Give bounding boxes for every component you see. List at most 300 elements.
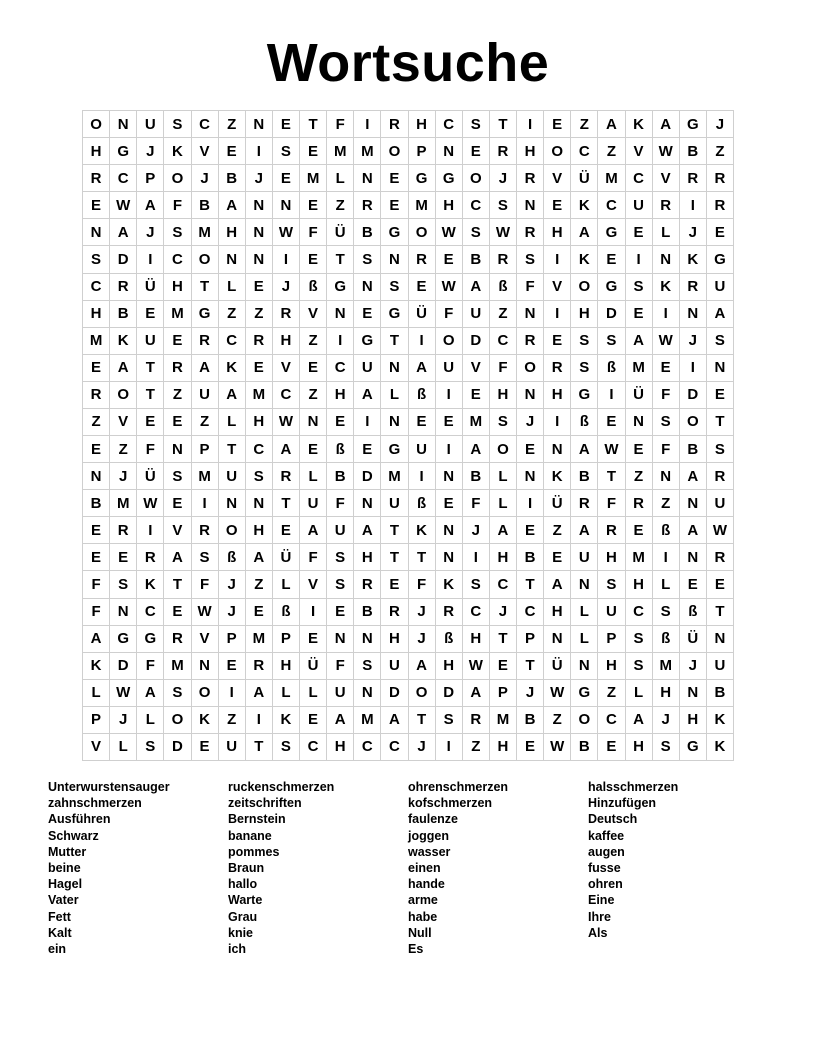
grid-cell[interactable]: R <box>544 355 571 382</box>
grid-cell[interactable]: E <box>300 355 327 382</box>
grid-cell[interactable]: O <box>571 707 598 734</box>
grid-cell[interactable]: S <box>707 328 734 355</box>
grid-cell[interactable]: G <box>680 111 707 138</box>
grid-cell[interactable]: I <box>436 382 463 409</box>
grid-cell[interactable]: N <box>680 301 707 328</box>
grid-cell[interactable]: N <box>327 626 354 653</box>
grid-cell[interactable]: N <box>110 111 137 138</box>
grid-cell[interactable]: R <box>707 544 734 571</box>
grid-cell[interactable]: E <box>544 328 571 355</box>
grid-cell[interactable]: K <box>137 571 164 598</box>
grid-cell[interactable]: R <box>354 192 381 219</box>
grid-cell[interactable]: J <box>463 517 490 544</box>
grid-cell[interactable]: A <box>653 111 680 138</box>
grid-cell[interactable]: F <box>327 111 354 138</box>
grid-cell[interactable]: Ü <box>273 544 300 571</box>
grid-cell[interactable]: F <box>653 436 680 463</box>
grid-cell[interactable]: Z <box>246 571 273 598</box>
grid-cell[interactable]: A <box>409 653 436 680</box>
grid-cell[interactable]: S <box>707 436 734 463</box>
grid-cell[interactable]: A <box>626 707 653 734</box>
grid-cell[interactable]: A <box>246 680 273 707</box>
grid-cell[interactable]: N <box>354 680 381 707</box>
grid-cell[interactable]: U <box>354 355 381 382</box>
grid-cell[interactable]: N <box>517 301 544 328</box>
grid-cell[interactable]: R <box>164 626 191 653</box>
grid-cell[interactable]: V <box>192 626 219 653</box>
grid-cell[interactable]: C <box>192 111 219 138</box>
grid-cell[interactable]: H <box>436 192 463 219</box>
grid-cell[interactable]: T <box>490 626 517 653</box>
grid-cell[interactable]: F <box>164 192 191 219</box>
grid-cell[interactable]: R <box>381 599 408 626</box>
grid-cell[interactable]: N <box>571 571 598 598</box>
grid-cell[interactable]: B <box>192 192 219 219</box>
grid-cell[interactable]: H <box>680 707 707 734</box>
grid-cell[interactable]: H <box>246 409 273 436</box>
grid-cell[interactable]: N <box>544 626 571 653</box>
grid-cell[interactable]: M <box>246 382 273 409</box>
grid-cell[interactable]: H <box>653 680 680 707</box>
grid-cell[interactable]: E <box>463 382 490 409</box>
grid-cell[interactable]: G <box>381 301 408 328</box>
grid-cell[interactable]: I <box>626 246 653 273</box>
grid-cell[interactable]: E <box>517 436 544 463</box>
grid-cell[interactable]: B <box>680 138 707 165</box>
grid-cell[interactable]: I <box>680 192 707 219</box>
grid-cell[interactable]: T <box>381 517 408 544</box>
grid-cell[interactable]: S <box>327 544 354 571</box>
grid-cell[interactable]: D <box>164 734 191 761</box>
grid-cell[interactable]: H <box>463 626 490 653</box>
grid-cell[interactable]: I <box>544 409 571 436</box>
grid-cell[interactable]: L <box>300 463 327 490</box>
grid-cell[interactable]: H <box>219 219 246 246</box>
grid-cell[interactable]: N <box>354 490 381 517</box>
grid-cell[interactable]: O <box>544 138 571 165</box>
grid-cell[interactable]: E <box>598 409 625 436</box>
grid-cell[interactable]: U <box>219 734 246 761</box>
grid-cell[interactable]: S <box>164 219 191 246</box>
grid-cell[interactable]: J <box>680 219 707 246</box>
grid-cell[interactable]: R <box>110 274 137 301</box>
grid-cell[interactable]: B <box>517 707 544 734</box>
grid-cell[interactable]: Z <box>571 111 598 138</box>
grid-cell[interactable]: T <box>381 544 408 571</box>
grid-cell[interactable]: C <box>490 328 517 355</box>
grid-cell[interactable]: C <box>137 599 164 626</box>
grid-cell[interactable]: B <box>354 599 381 626</box>
grid-cell[interactable]: I <box>436 734 463 761</box>
grid-cell[interactable]: R <box>354 571 381 598</box>
grid-cell[interactable]: R <box>463 707 490 734</box>
grid-cell[interactable]: A <box>707 301 734 328</box>
grid-cell[interactable]: B <box>517 544 544 571</box>
grid-cell[interactable]: ß <box>409 382 436 409</box>
grid-cell[interactable]: L <box>219 409 246 436</box>
grid-cell[interactable]: L <box>571 599 598 626</box>
grid-cell[interactable]: H <box>626 734 653 761</box>
grid-cell[interactable]: R <box>490 246 517 273</box>
grid-cell[interactable]: C <box>517 599 544 626</box>
grid-cell[interactable]: A <box>598 111 625 138</box>
grid-cell[interactable]: K <box>680 246 707 273</box>
grid-cell[interactable]: U <box>463 301 490 328</box>
grid-cell[interactable]: C <box>327 355 354 382</box>
grid-cell[interactable]: D <box>110 653 137 680</box>
grid-cell[interactable]: F <box>517 274 544 301</box>
grid-cell[interactable]: I <box>544 246 571 273</box>
grid-cell[interactable]: N <box>653 246 680 273</box>
grid-cell[interactable]: C <box>300 734 327 761</box>
grid-cell[interactable]: T <box>137 382 164 409</box>
grid-cell[interactable]: M <box>653 653 680 680</box>
grid-cell[interactable]: F <box>300 219 327 246</box>
grid-cell[interactable]: I <box>653 544 680 571</box>
grid-cell[interactable]: S <box>164 680 191 707</box>
grid-cell[interactable]: S <box>246 463 273 490</box>
grid-cell[interactable]: I <box>598 382 625 409</box>
grid-cell[interactable]: A <box>463 274 490 301</box>
grid-cell[interactable]: S <box>571 328 598 355</box>
grid-cell[interactable]: M <box>164 301 191 328</box>
grid-cell[interactable]: N <box>246 192 273 219</box>
grid-cell[interactable]: Z <box>164 382 191 409</box>
grid-cell[interactable]: Z <box>653 490 680 517</box>
grid-cell[interactable]: O <box>164 707 191 734</box>
grid-cell[interactable]: T <box>381 328 408 355</box>
grid-cell[interactable]: A <box>490 517 517 544</box>
grid-cell[interactable]: A <box>219 382 246 409</box>
grid-cell[interactable]: T <box>137 355 164 382</box>
grid-cell[interactable]: N <box>544 436 571 463</box>
grid-cell[interactable]: R <box>137 544 164 571</box>
grid-cell[interactable]: O <box>490 436 517 463</box>
grid-cell[interactable]: P <box>273 626 300 653</box>
grid-cell[interactable]: V <box>544 274 571 301</box>
grid-cell[interactable]: T <box>707 409 734 436</box>
grid-cell[interactable]: E <box>246 599 273 626</box>
grid-cell[interactable]: E <box>110 544 137 571</box>
grid-cell[interactable]: M <box>246 626 273 653</box>
grid-cell[interactable]: V <box>544 165 571 192</box>
grid-cell[interactable]: M <box>409 192 436 219</box>
grid-cell[interactable]: G <box>192 301 219 328</box>
grid-cell[interactable]: H <box>273 328 300 355</box>
grid-cell[interactable]: M <box>192 219 219 246</box>
grid-cell[interactable]: U <box>137 328 164 355</box>
grid-cell[interactable]: N <box>707 355 734 382</box>
grid-cell[interactable]: U <box>626 192 653 219</box>
grid-cell[interactable]: K <box>83 653 110 680</box>
grid-cell[interactable]: N <box>436 463 463 490</box>
grid-cell[interactable]: T <box>192 274 219 301</box>
grid-cell[interactable]: H <box>490 382 517 409</box>
grid-cell[interactable]: B <box>571 463 598 490</box>
grid-cell[interactable]: K <box>707 734 734 761</box>
grid-cell[interactable]: R <box>680 165 707 192</box>
grid-cell[interactable]: E <box>707 382 734 409</box>
grid-cell[interactable]: J <box>110 707 137 734</box>
grid-cell[interactable]: H <box>598 544 625 571</box>
grid-cell[interactable]: Z <box>490 301 517 328</box>
grid-cell[interactable]: S <box>164 463 191 490</box>
grid-cell[interactable]: E <box>273 165 300 192</box>
grid-cell[interactable]: N <box>246 490 273 517</box>
grid-cell[interactable]: J <box>517 680 544 707</box>
grid-cell[interactable]: R <box>707 192 734 219</box>
grid-cell[interactable]: I <box>219 680 246 707</box>
grid-cell[interactable]: E <box>626 301 653 328</box>
grid-cell[interactable]: O <box>164 165 191 192</box>
grid-cell[interactable]: I <box>137 246 164 273</box>
grid-cell[interactable]: J <box>246 165 273 192</box>
grid-cell[interactable]: E <box>626 219 653 246</box>
grid-cell[interactable]: J <box>273 274 300 301</box>
grid-cell[interactable]: N <box>246 111 273 138</box>
grid-cell[interactable]: ß <box>653 517 680 544</box>
grid-cell[interactable]: L <box>653 219 680 246</box>
grid-cell[interactable]: V <box>300 301 327 328</box>
grid-cell[interactable]: B <box>707 680 734 707</box>
grid-cell[interactable]: I <box>354 409 381 436</box>
grid-cell[interactable]: T <box>327 246 354 273</box>
grid-cell[interactable]: A <box>246 544 273 571</box>
grid-cell[interactable]: W <box>273 409 300 436</box>
grid-cell[interactable]: E <box>436 246 463 273</box>
grid-cell[interactable]: U <box>598 599 625 626</box>
grid-cell[interactable]: K <box>544 463 571 490</box>
grid-cell[interactable]: G <box>110 626 137 653</box>
grid-cell[interactable]: Z <box>707 138 734 165</box>
grid-cell[interactable]: W <box>436 274 463 301</box>
grid-cell[interactable]: Ü <box>544 653 571 680</box>
grid-cell[interactable]: ß <box>490 274 517 301</box>
grid-cell[interactable]: A <box>327 707 354 734</box>
grid-cell[interactable]: L <box>490 463 517 490</box>
grid-cell[interactable]: W <box>653 328 680 355</box>
grid-cell[interactable]: E <box>164 490 191 517</box>
grid-cell[interactable]: H <box>436 653 463 680</box>
grid-cell[interactable]: E <box>137 409 164 436</box>
grid-cell[interactable]: R <box>680 274 707 301</box>
grid-cell[interactable]: E <box>164 409 191 436</box>
grid-cell[interactable]: K <box>571 246 598 273</box>
grid-cell[interactable]: S <box>490 192 517 219</box>
grid-cell[interactable]: E <box>83 544 110 571</box>
grid-cell[interactable]: A <box>626 328 653 355</box>
grid-cell[interactable]: R <box>164 355 191 382</box>
grid-cell[interactable]: S <box>192 544 219 571</box>
grid-cell[interactable]: R <box>571 490 598 517</box>
grid-cell[interactable]: N <box>219 246 246 273</box>
grid-cell[interactable]: C <box>626 165 653 192</box>
grid-cell[interactable]: P <box>137 165 164 192</box>
grid-cell[interactable]: N <box>517 192 544 219</box>
grid-cell[interactable]: M <box>192 463 219 490</box>
grid-cell[interactable]: W <box>463 653 490 680</box>
grid-cell[interactable]: ß <box>273 599 300 626</box>
grid-cell[interactable]: G <box>381 219 408 246</box>
grid-cell[interactable]: E <box>300 626 327 653</box>
grid-cell[interactable]: J <box>490 599 517 626</box>
grid-cell[interactable]: U <box>409 436 436 463</box>
grid-cell[interactable]: N <box>436 517 463 544</box>
grid-cell[interactable]: N <box>110 599 137 626</box>
grid-cell[interactable]: O <box>219 517 246 544</box>
grid-cell[interactable]: I <box>246 707 273 734</box>
grid-cell[interactable]: I <box>327 328 354 355</box>
grid-cell[interactable]: E <box>707 219 734 246</box>
grid-cell[interactable]: Z <box>327 192 354 219</box>
grid-cell[interactable]: I <box>192 490 219 517</box>
grid-cell[interactable]: E <box>436 490 463 517</box>
grid-cell[interactable]: I <box>517 111 544 138</box>
grid-cell[interactable]: K <box>192 707 219 734</box>
grid-cell[interactable]: R <box>436 599 463 626</box>
grid-cell[interactable]: N <box>653 463 680 490</box>
grid-cell[interactable]: E <box>246 355 273 382</box>
grid-cell[interactable]: N <box>381 246 408 273</box>
grid-cell[interactable]: H <box>273 653 300 680</box>
grid-cell[interactable]: N <box>83 219 110 246</box>
grid-cell[interactable]: B <box>219 165 246 192</box>
grid-cell[interactable]: M <box>354 707 381 734</box>
grid-cell[interactable]: F <box>137 436 164 463</box>
grid-cell[interactable]: J <box>409 626 436 653</box>
grid-cell[interactable]: N <box>436 138 463 165</box>
grid-cell[interactable]: H <box>544 599 571 626</box>
grid-cell[interactable]: Z <box>544 517 571 544</box>
grid-cell[interactable]: L <box>110 734 137 761</box>
grid-cell[interactable]: F <box>327 490 354 517</box>
grid-cell[interactable]: U <box>707 490 734 517</box>
grid-cell[interactable]: K <box>436 571 463 598</box>
grid-cell[interactable]: K <box>571 192 598 219</box>
grid-cell[interactable]: H <box>409 111 436 138</box>
grid-cell[interactable]: I <box>544 301 571 328</box>
grid-cell[interactable]: L <box>327 165 354 192</box>
grid-cell[interactable]: Z <box>246 301 273 328</box>
grid-cell[interactable]: Z <box>219 301 246 328</box>
grid-cell[interactable]: H <box>598 653 625 680</box>
grid-cell[interactable]: M <box>354 138 381 165</box>
grid-cell[interactable]: R <box>192 328 219 355</box>
grid-cell[interactable]: ß <box>436 626 463 653</box>
grid-cell[interactable]: E <box>300 138 327 165</box>
grid-cell[interactable]: O <box>680 409 707 436</box>
grid-cell[interactable]: N <box>680 680 707 707</box>
grid-cell[interactable]: L <box>490 490 517 517</box>
grid-cell[interactable]: O <box>436 328 463 355</box>
grid-cell[interactable]: L <box>653 571 680 598</box>
grid-cell[interactable]: A <box>164 544 191 571</box>
grid-cell[interactable]: E <box>544 192 571 219</box>
grid-cell[interactable]: S <box>164 111 191 138</box>
grid-cell[interactable]: R <box>273 301 300 328</box>
grid-cell[interactable]: T <box>246 734 273 761</box>
grid-cell[interactable]: Z <box>598 138 625 165</box>
grid-cell[interactable]: N <box>219 490 246 517</box>
grid-cell[interactable]: A <box>409 355 436 382</box>
grid-cell[interactable]: L <box>381 382 408 409</box>
grid-cell[interactable]: H <box>246 517 273 544</box>
grid-cell[interactable]: O <box>110 382 137 409</box>
grid-cell[interactable]: L <box>137 707 164 734</box>
grid-cell[interactable]: I <box>463 544 490 571</box>
grid-cell[interactable]: W <box>598 436 625 463</box>
grid-cell[interactable]: J <box>192 165 219 192</box>
grid-cell[interactable]: A <box>219 192 246 219</box>
grid-cell[interactable]: C <box>110 165 137 192</box>
grid-cell[interactable]: A <box>273 436 300 463</box>
grid-cell[interactable]: R <box>246 328 273 355</box>
grid-cell[interactable]: K <box>409 517 436 544</box>
grid-cell[interactable]: V <box>110 409 137 436</box>
grid-cell[interactable]: U <box>219 463 246 490</box>
grid-cell[interactable]: C <box>246 436 273 463</box>
grid-cell[interactable]: C <box>626 599 653 626</box>
grid-cell[interactable]: S <box>463 111 490 138</box>
grid-cell[interactable]: D <box>354 463 381 490</box>
grid-cell[interactable]: N <box>707 626 734 653</box>
grid-cell[interactable]: E <box>273 111 300 138</box>
grid-cell[interactable]: A <box>463 436 490 463</box>
grid-cell[interactable]: N <box>680 490 707 517</box>
grid-cell[interactable]: Ü <box>137 274 164 301</box>
grid-cell[interactable]: E <box>544 544 571 571</box>
grid-cell[interactable]: K <box>110 328 137 355</box>
grid-cell[interactable]: R <box>598 517 625 544</box>
grid-cell[interactable]: M <box>83 328 110 355</box>
grid-cell[interactable]: D <box>680 382 707 409</box>
grid-cell[interactable]: H <box>327 734 354 761</box>
grid-cell[interactable]: Ü <box>327 219 354 246</box>
grid-cell[interactable]: P <box>490 680 517 707</box>
grid-cell[interactable]: A <box>680 463 707 490</box>
grid-cell[interactable]: S <box>571 355 598 382</box>
grid-cell[interactable]: Z <box>110 436 137 463</box>
grid-cell[interactable]: W <box>137 490 164 517</box>
grid-cell[interactable]: W <box>436 219 463 246</box>
grid-cell[interactable]: J <box>680 328 707 355</box>
grid-cell[interactable]: N <box>273 192 300 219</box>
grid-cell[interactable]: S <box>598 571 625 598</box>
grid-cell[interactable]: H <box>354 544 381 571</box>
grid-cell[interactable]: G <box>436 165 463 192</box>
grid-cell[interactable]: ß <box>653 626 680 653</box>
grid-cell[interactable]: H <box>83 301 110 328</box>
grid-cell[interactable]: F <box>327 653 354 680</box>
grid-cell[interactable]: F <box>463 490 490 517</box>
grid-cell[interactable]: B <box>680 436 707 463</box>
grid-cell[interactable]: J <box>490 165 517 192</box>
grid-cell[interactable]: J <box>137 219 164 246</box>
grid-cell[interactable]: N <box>327 301 354 328</box>
grid-cell[interactable]: E <box>83 436 110 463</box>
grid-cell[interactable]: S <box>490 409 517 436</box>
grid-cell[interactable]: V <box>300 571 327 598</box>
grid-cell[interactable]: K <box>273 707 300 734</box>
grid-cell[interactable]: T <box>598 463 625 490</box>
grid-cell[interactable]: R <box>707 165 734 192</box>
grid-cell[interactable]: A <box>110 355 137 382</box>
grid-cell[interactable]: E <box>598 734 625 761</box>
grid-cell[interactable]: N <box>517 463 544 490</box>
grid-cell[interactable]: H <box>490 544 517 571</box>
grid-cell[interactable]: L <box>219 274 246 301</box>
grid-cell[interactable]: C <box>463 192 490 219</box>
